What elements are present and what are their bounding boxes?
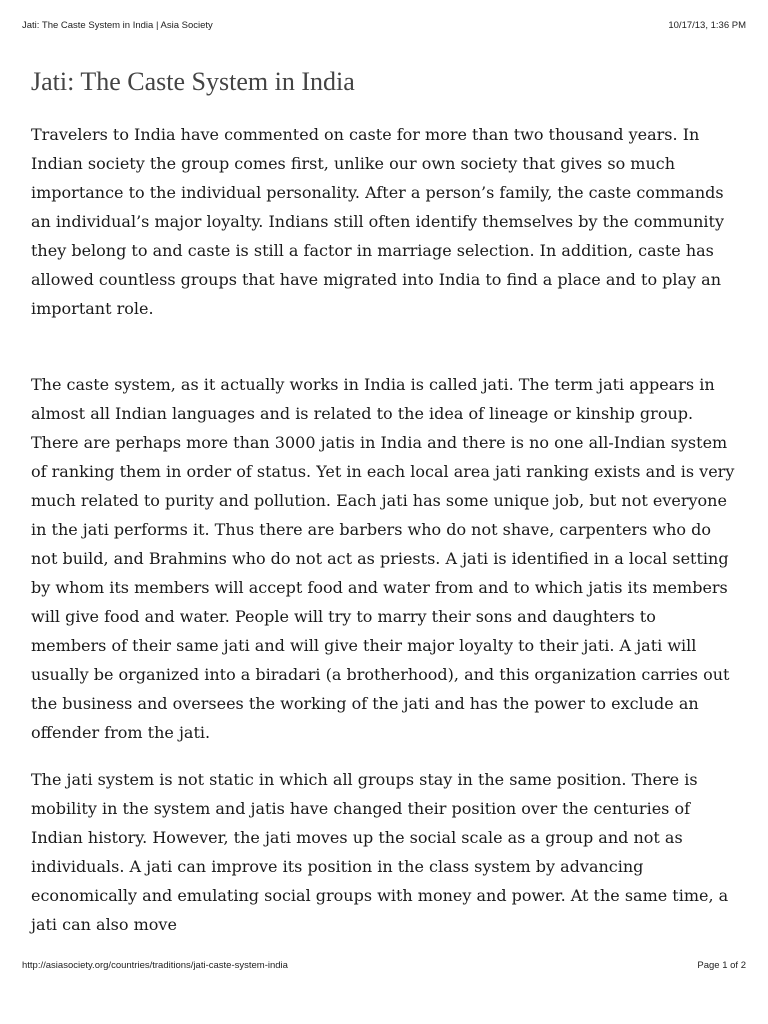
article-title: Jati: The Caste System in India bbox=[31, 67, 355, 96]
footer-page-indicator: Page 1 of 2 bbox=[697, 960, 746, 971]
footer-url: http://asiasociety.org/countries/traditions/jati-caste-system-india bbox=[22, 960, 288, 971]
print-header bbox=[22, 20, 746, 34]
article-paragraph: The jati system is not static in which all groups stay in the same position. There is mobility in the system and jatis have changed their position over the centuries of Indian history. However, the jati moves up the social scale as a group and not as individuals. A jati can improve its position in the class system by advancing economically and emulating social groups with money and power. At the same time, a jati can also move bbox=[31, 770, 729, 934]
article-paragraph: Travelers to India have commented on caste for more than two thousand years. In Indian society the group comes first, unlike our own society that gives so much importance to the individual personality. After a person’s family, the caste commands an individual’s major loyalty. Indians still often identify themselves by the community they belong to and caste is still a factor in marriage selection. In addition, caste has allowed countless groups that have migrated into India to find a place and to play an important role. bbox=[31, 125, 724, 318]
header-page-title: Jati: The Caste System in India | Asia Society bbox=[22, 20, 213, 31]
article-body bbox=[31, 62, 736, 939]
article-paragraph: The caste system, as it actually works in India is called jati. The term jati appears in almost all Indian languages and is related to the idea of lineage or kinship group. There are perhaps more than 3000 jatis in India and there is no one all-Indian system of ranking them in order of status. Yet in each local area jati ranking exists and is very much related to purity and pollution. Each jati has some unique job, but not everyone in the jati performs it. Thus there are barbers who do not shave, carpenters who do not build, and Brahmins who do not act as priests. A jati is identified in a local setting by whom its members will accept food and water from and to which jatis its members will give food and water. People will try to marry their sons and daughters to members of their same jati and will give their major loyalty to their jati. A jati will usually be organized into a biradari (a brotherhood), and this organization carries out the business and oversees the working of the jati and has the power to exclude an offender from the jati. bbox=[31, 375, 735, 742]
header-timestamp: 10/17/13, 1:36 PM bbox=[668, 20, 746, 31]
print-footer bbox=[22, 960, 746, 974]
